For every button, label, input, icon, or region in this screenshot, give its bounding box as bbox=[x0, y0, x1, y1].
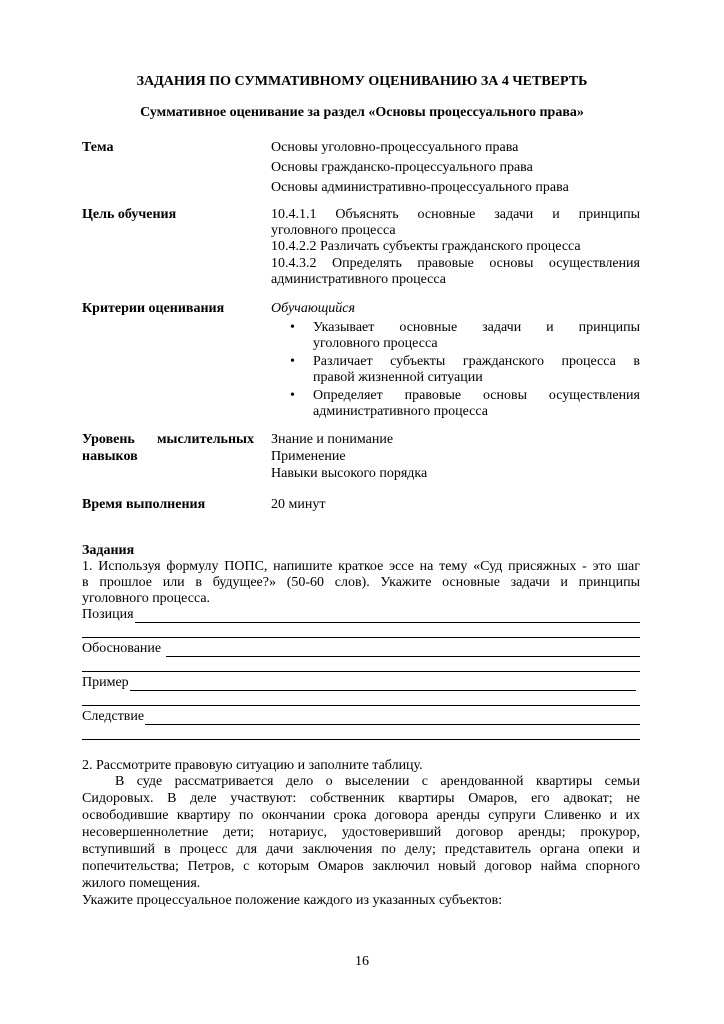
task1-text: уголовного процесса. bbox=[82, 591, 211, 606]
level-item: Знание и понимание bbox=[271, 432, 394, 447]
bullet-icon: • bbox=[290, 388, 295, 403]
example-field[interactable] bbox=[82, 674, 636, 691]
consequence-field[interactable] bbox=[82, 708, 640, 725]
criteria-intro: Обучающийся bbox=[271, 301, 356, 316]
goal-line: 10.4.2.2 Различать субъекты гражданского процесса bbox=[271, 239, 581, 254]
task2-text: попечительства; Петров, с которым Омаров заключил новый договор найма спорного bbox=[82, 859, 640, 874]
criteria-item: Определяет правовые основы осуществления bbox=[313, 388, 640, 403]
level-item: Навыки высокого порядка bbox=[271, 466, 428, 481]
goal-label: Цель обучения bbox=[82, 207, 177, 222]
bullet-icon: • bbox=[290, 320, 295, 335]
page-number: 16 bbox=[355, 954, 369, 969]
bullet-icon: • bbox=[290, 354, 295, 369]
task2-intro: 2. Рассмотрите правовую ситуацию и заполните таблицу. bbox=[82, 758, 423, 773]
criteria-item: административного процесса bbox=[313, 404, 488, 419]
topic-item: Основы административно-процессуального права bbox=[271, 180, 569, 195]
document-title: ЗАДАНИЯ ПО СУММАТИВНОМУ ОЦЕНИВАНИЮ ЗА 4 ЧЕТВЕРТЬ bbox=[136, 74, 588, 89]
answer-line[interactable] bbox=[82, 637, 640, 638]
justification-label: Обоснование bbox=[82, 641, 165, 656]
task1-text: в прошлое или в будущее?» (50-60 слов). Укажите основные задачи и принципы bbox=[82, 575, 640, 590]
consequence-label: Следствие bbox=[82, 709, 145, 724]
answer-line[interactable] bbox=[82, 739, 640, 740]
task2-text: освободившие квартиру по окончании срока договора аренды супруги Сливенко и их bbox=[82, 808, 640, 823]
time-label: Время выполнения bbox=[82, 497, 206, 512]
tasks-heading: Задания bbox=[82, 543, 135, 558]
criteria-item: Различает субъекты гражданского процесса в bbox=[313, 354, 640, 369]
task2-text: В суде рассматривается дело о выселении с арендованной квартиры семьи bbox=[115, 774, 640, 789]
document-subtitle: Суммативное оценивание за раздел «Основы процессуального права» bbox=[140, 105, 584, 120]
task2-text: вступивший в процесс для дачи заключения по делу; представитель органа опеки и bbox=[82, 842, 640, 857]
level-label: навыков bbox=[82, 449, 138, 464]
criteria-item: Указывает основные задачи и принципы bbox=[313, 320, 640, 335]
task2-text: Сидоровых. В деле участвуют: собственник квартиры Омаров, его адвокат; не bbox=[82, 791, 640, 806]
criteria-item: уголовного процесса bbox=[313, 336, 438, 351]
task2-question: Укажите процессуальное положение каждого из указанных субъектов: bbox=[82, 893, 503, 908]
criteria-item: правой жизненной ситуации bbox=[313, 370, 483, 385]
goal-line: административного процесса bbox=[271, 272, 446, 287]
criteria-label: Критерии оценивания bbox=[82, 301, 225, 316]
example-label: Пример bbox=[82, 675, 129, 690]
goal-line: 10.4.3.2 Определять правовые основы осуществления bbox=[271, 256, 640, 271]
time-value: 20 минут bbox=[271, 497, 326, 512]
task1-text: 1. Используя формулу ПОПС, напишите краткое эссе на тему «Суд присяжных - это шаг bbox=[82, 559, 640, 574]
answer-line[interactable] bbox=[82, 671, 640, 672]
topic-label: Тема bbox=[82, 140, 114, 155]
task2-text: жилого помещения. bbox=[82, 876, 201, 891]
level-item: Применение bbox=[271, 449, 346, 464]
goal-line: уголовного процесса bbox=[271, 223, 396, 238]
level-label: Уровень bbox=[82, 432, 135, 447]
topic-item: Основы гражданско-процессуального права bbox=[271, 160, 533, 175]
topic-item: Основы уголовно-процессуального права bbox=[271, 140, 519, 155]
position-field[interactable] bbox=[82, 606, 640, 623]
task2-text: несовершеннолетние дети; нотариус, удостоверивший договор аренды; прокурор, bbox=[82, 825, 640, 840]
goal-line: 10.4.1.1 Объяснять основные задачи и принципы bbox=[271, 207, 640, 222]
position-label: Позиция bbox=[82, 607, 134, 622]
answer-line[interactable] bbox=[82, 705, 640, 706]
justification-field[interactable] bbox=[82, 640, 640, 657]
level-label: мыслительных bbox=[157, 432, 254, 447]
